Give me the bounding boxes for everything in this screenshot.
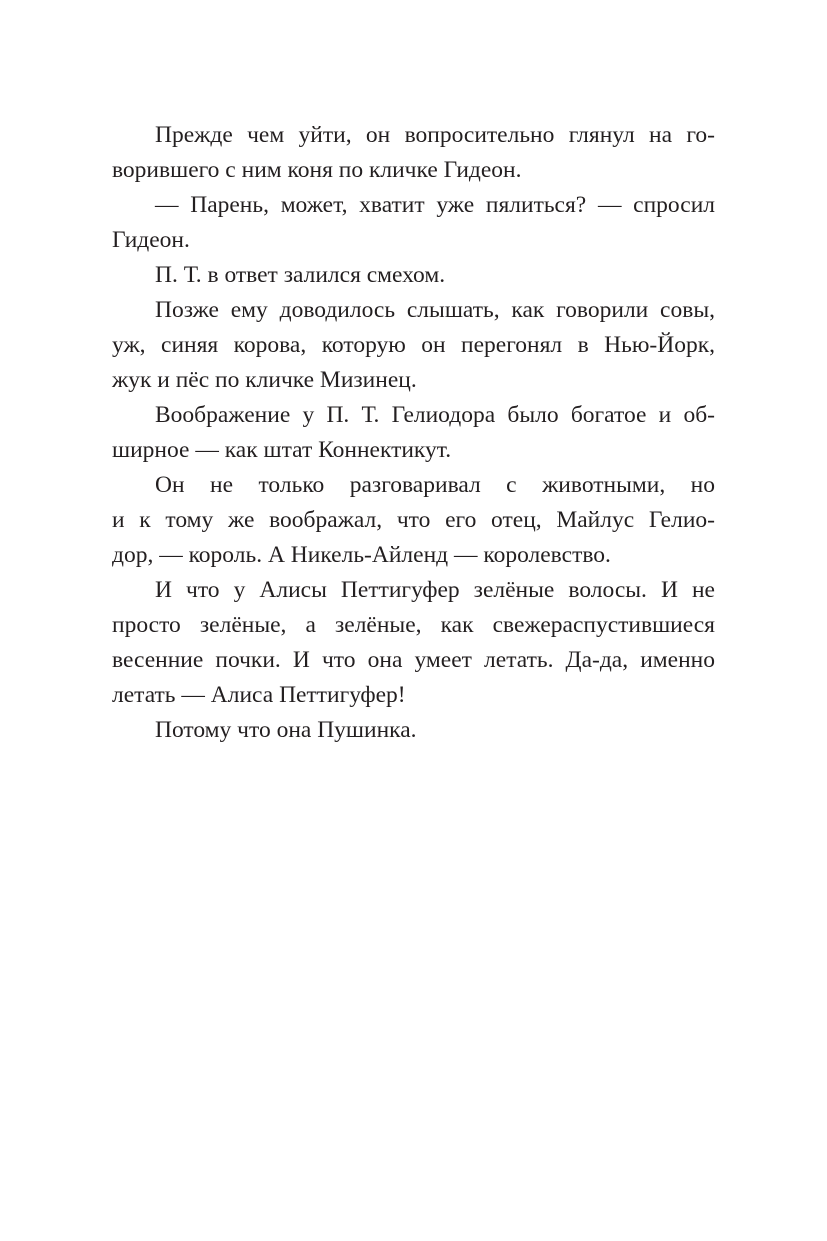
paragraph-2 — [112, 188, 715, 258]
text-line: П. Т. в ответ залился смехом. — [155, 262, 446, 288]
text-line: ширное — как штат Коннектикут. — [112, 437, 452, 463]
text-line: жук и пёс по кличке Мизинец. — [112, 367, 417, 393]
paragraph-4 — [112, 293, 715, 398]
text-line: Он не только разговаривал с животными, но — [155, 472, 715, 498]
text-line: Гидеон. — [112, 227, 190, 253]
text-line: — Парень, может, хватит уже пялиться? — спросил — [155, 192, 715, 218]
paragraph-8 — [112, 713, 715, 748]
text-line: и к тому же воображал, что его отец, Майлус Гелио- — [112, 507, 715, 533]
paragraph-5 — [112, 398, 715, 468]
paragraph-7 — [112, 573, 715, 713]
text-line: Потому что она Пушинка. — [155, 717, 417, 743]
body-text — [112, 118, 715, 748]
text-line: И что у Алисы Петтигуфер зелёные волосы. И не — [155, 577, 715, 603]
text-line: весенние почки. И что она умеет летать. Да-да, именно — [112, 647, 715, 673]
paragraph-6 — [112, 468, 715, 573]
paragraph-3 — [112, 258, 715, 293]
text-line: летать — Алиса Петтигуфер! — [112, 682, 406, 708]
text-line: уж, синяя корова, которую он перегонял в Нью-Йорк, — [112, 332, 715, 358]
text-line: дор, — король. А Никель-Айленд — королевство. — [112, 542, 611, 568]
paragraph-1 — [112, 118, 715, 188]
text-line: Позже ему доводилось слышать, как говорили совы, — [155, 297, 715, 323]
text-line: Воображение у П. Т. Гелиодора было богатое и об- — [155, 402, 715, 428]
text-line: просто зелёные, а зелёные, как свежераспустившиеся — [112, 612, 715, 638]
text-line: Прежде чем уйти, он вопросительно глянул на го- — [155, 122, 715, 148]
text-line: ворившего с ним коня по кличке Гидеон. — [112, 157, 522, 183]
